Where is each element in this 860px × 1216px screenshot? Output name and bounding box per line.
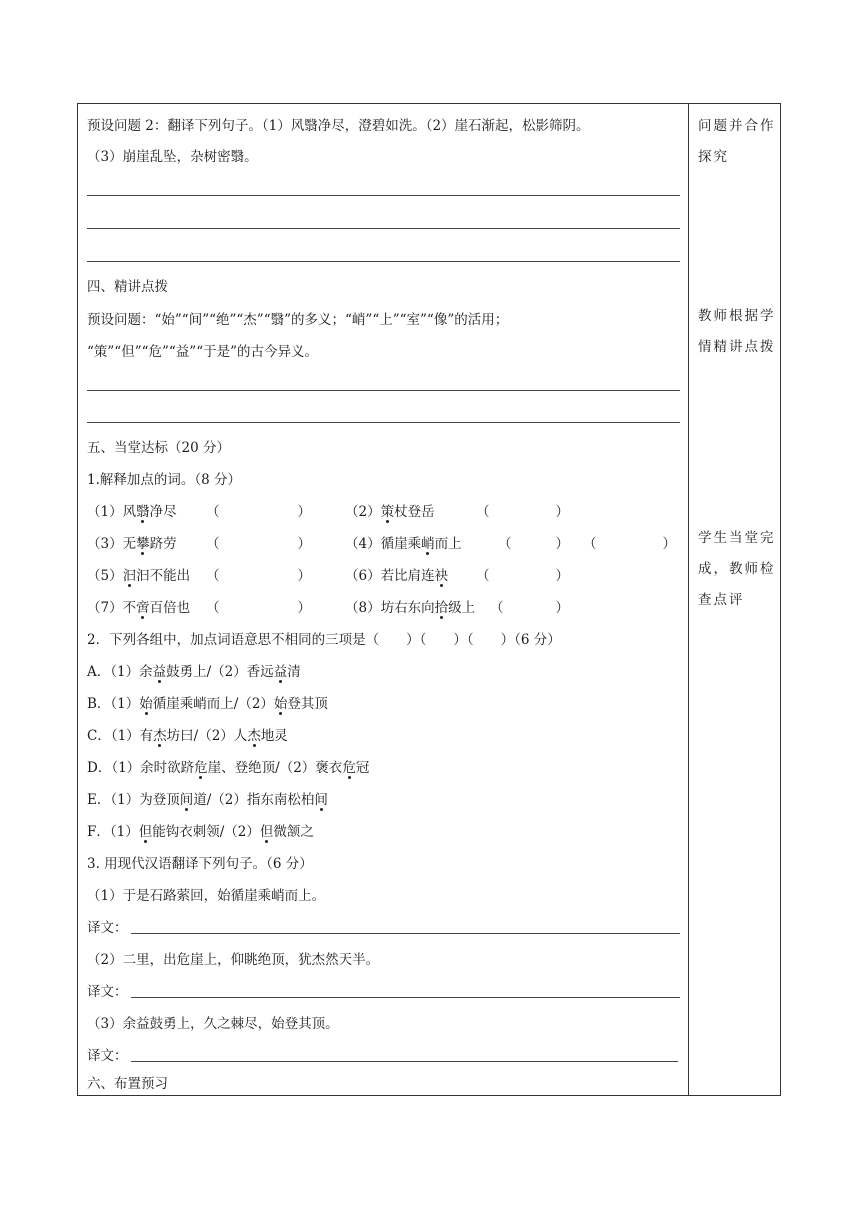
q2-option-f: F．（1）但能钩衣刺领/（2）但微颔之 [87,824,314,840]
translate-answer-line[interactable] [131,933,680,934]
translate-label: 译文： [87,920,128,936]
sec3-question2-line2: （3）崩崖乱坠，杂树密翳。 [87,149,258,165]
answer-line [87,422,680,423]
side-note-teacher-guidance: 教师根据学情精讲点拨 [698,308,776,355]
q1-item: （1）风翳净尽 [87,504,177,520]
q1-item: （2）策杖登岳 [345,504,435,520]
sec3-question2-line1: 预设问题 2：翻译下列句子。（1）风翳净尽，澄碧如洗。（2）崖石渐起，松影筛阴。 [87,118,590,134]
side-note-assessment: 学生当堂完成，教师检查点评 [698,530,776,608]
answer-blank[interactable]: （ ） [206,504,311,520]
answer-line [87,390,680,391]
answer-line [87,228,680,229]
answer-blank[interactable]: （ ） [583,536,676,552]
q1-item: （7）不啻百倍也 [87,600,191,616]
q3-sentence-2: （2）二里，出危崖上，仰眺绝顶，犹杰然天半。 [87,952,380,968]
q3-sentence-1: （1）于是石路萦回，始循崖乘峭而上。 [87,888,326,904]
q1-item: （5）汩汩不能出 [87,568,191,584]
q3-sentence-3: （3）余益鼓勇上，久之棘尽，始登其顶。 [87,1016,339,1032]
column-divider [688,104,689,1095]
side-note-inquiry: 问题并合作探究 [698,118,776,165]
lesson-plan-table [77,103,781,1096]
sec4-title: 四、精讲点拨 [87,279,168,295]
answer-line [87,195,680,196]
sec4-question-line1: 预设问题：“始”“间”“绝”“杰”“翳”的多义；“峭”“上”“室”“像”的活用； [87,312,509,328]
sec5-title: 五、当堂达标（20 分） [87,440,230,456]
q2-option-e: E．（1）为登顶间道/（2）指东南松柏间 [87,792,328,808]
q2-title: 2．下列各组中，加点词语意思不相同的三项是（ ）（ ）（ ）（6 分） [87,632,561,648]
q1-item: （8）坊右东向拾级上 [345,600,476,616]
q3-title: 3. 用现代汉语翻译下列句子。（6 分） [87,856,313,872]
q1-item: （6）若比肩连袂 [345,568,449,584]
answer-blank[interactable]: （ ） [476,568,569,584]
translate-answer-line[interactable] [131,1061,678,1062]
sec6-title: 六、布置预习 [87,1076,168,1092]
answer-blank[interactable]: （ ） [490,600,569,616]
translate-label: 译文： [87,984,128,1000]
answer-blank[interactable]: （ ） [476,504,569,520]
answer-blank[interactable]: （ ） [206,536,311,552]
answer-blank[interactable]: （ ） [498,536,569,552]
answer-blank[interactable]: （ ） [206,600,311,616]
answer-line [87,261,680,262]
q1-item: （3）无攀跻劳 [87,536,177,552]
q2-option-a: A．（1）余益鼓勇上/（2）香远益清 [87,664,301,680]
q2-option-b: B．（1）始循崖乘峭而上/（2）始登其顶 [87,696,328,712]
q1-item: （4）循崖乘峭而上 [345,536,462,552]
translate-answer-line[interactable] [131,997,680,998]
answer-blank[interactable]: （ ） [206,568,311,584]
q2-option-c: C．（1）有杰坊曰/（2）人杰地灵 [87,728,288,744]
q2-option-d: D．（1）余时欲跻危崖、登绝顶/（2）褒衣危冠 [87,760,370,776]
sec4-question-line2: “策”“但”“危”“益”“于是”的古今异义。 [87,344,319,360]
q1-title: 1.解释加点的词。（8 分） [87,472,242,488]
translate-label: 译文： [87,1048,128,1064]
